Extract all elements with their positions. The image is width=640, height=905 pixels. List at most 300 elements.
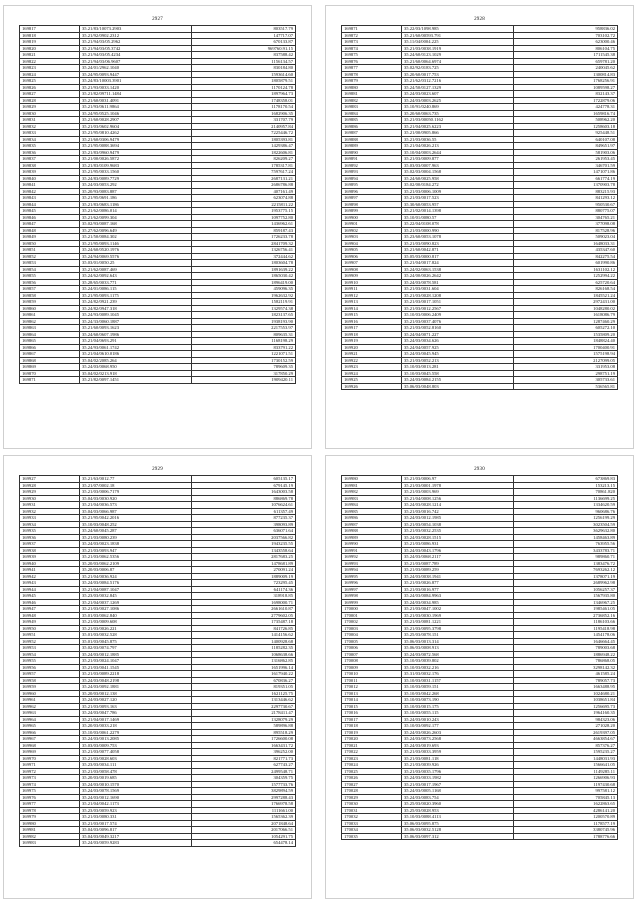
amount-cell: 1185282.35 (192, 645, 296, 652)
row-id-cell: 169971 (20, 762, 80, 769)
amount-cell: 1646664.45 (514, 638, 618, 645)
reference-cell: 35.24/03/0068.2117 (402, 554, 514, 561)
row-id-cell: 169909 (342, 273, 402, 280)
amount-cell: 2017066.51 (192, 827, 296, 834)
row-id-cell: 169925 (342, 377, 402, 384)
row-id-cell: 169953 (20, 645, 80, 652)
reference-cell: 35.21/03/0089.259 (402, 567, 514, 574)
row-id-cell: 169899 (342, 208, 402, 215)
amount-cell: 407161.49 (192, 188, 296, 195)
amount-cell: 536565.81 (514, 383, 618, 390)
row-id-cell: 170033 (342, 820, 402, 827)
amount-cell: 1722879.06 (514, 97, 618, 104)
row-id-cell: 169879 (342, 78, 402, 85)
reference-cell: 35.21/95/0691.186 (80, 195, 192, 202)
reference-cell: 35.21/94/03/06.9607 (80, 58, 192, 65)
row-id-cell: 169831 (20, 117, 80, 124)
reference-cell: 35.10/03/0042.268 (402, 690, 514, 697)
reference-cell: 35.21/83/0109.9683 (80, 162, 192, 169)
reference-cell: 35.24/62/0092.643 (80, 273, 192, 280)
reference-cell: 35.21/04/0026.213 (402, 143, 514, 150)
reference-cell: 35.22/03/1098.985 (402, 26, 514, 33)
amount-cell: 1766978.58 (192, 801, 296, 808)
reference-cell: 35.21/03/0089.2218 (80, 671, 192, 678)
row-id-cell: 169861 (20, 312, 80, 319)
row-id-cell: 169852 (20, 253, 80, 260)
row-id-cell: 169982 (20, 833, 80, 840)
reference-cell: 35.04/03/0066.987 (80, 508, 192, 515)
amount-cell: 1313446.62 (192, 697, 296, 704)
reference-cell: 35.21/03/0081.118 (402, 755, 514, 762)
amount-cell: 1618086.79 (514, 312, 618, 319)
table-row (342, 833, 618, 840)
amount-cell: 1726233.78 (192, 234, 296, 241)
row-id-cell: 170014 (342, 697, 402, 704)
amount-cell: 1383476.72 (514, 560, 618, 567)
row-id-cell: 169819 (20, 39, 80, 46)
reference-cell: 35.21/03/00050.1162 (402, 117, 514, 124)
reference-cell: 35.21/03/0093.947 (80, 547, 192, 554)
row-id-cell: 169855 (20, 273, 80, 280)
reference-cell: 35.24/03/0010.1570 (80, 781, 192, 788)
reference-cell: 35.02/93/0087.168 (80, 221, 192, 228)
amount-cell: 1266906.93 (514, 775, 618, 782)
amount-cell: 1631102.12 (514, 266, 618, 273)
reference-cell: 35.21/03/0035.1796 (402, 768, 514, 775)
reference-cell: 35.21/03/0080.239 (80, 534, 192, 541)
row-id-cell: 170002 (342, 619, 402, 626)
amount-cell: 2178411.47 (192, 710, 296, 717)
row-id-cell: 170018 (342, 723, 402, 730)
row-id-cell: 169922 (342, 357, 402, 364)
row-id-cell: 169905 (342, 247, 402, 254)
amount-cell: 581903.06 (514, 149, 618, 156)
row-id-cell: 169857 (20, 286, 80, 293)
amount-cell: 1111661.00 (192, 807, 296, 814)
amount-cell: 1076624.61 (192, 502, 296, 509)
amount-cell: 2127099.05 (514, 357, 618, 364)
reference-cell: 35.24/60/0123.1029 (402, 52, 514, 59)
row-id-cell: 169875 (342, 52, 402, 59)
row-id-cell: 169920 (342, 344, 402, 351)
reference-cell: 35.24/03/0027.120 (80, 697, 192, 704)
row-id-cell: 169938 (20, 547, 80, 554)
row-id-cell: 170006 (342, 645, 402, 652)
row-id-cell: 169870 (20, 370, 80, 377)
reference-cell: 35.21/60/00593.791 (402, 32, 514, 39)
row-id-cell: 169878 (342, 71, 402, 78)
row-id-cell: 169969 (20, 749, 80, 756)
reference-cell: 35.24/03/0059.9283 (80, 840, 192, 847)
reference-cell: 35.06/03/0032.5128 (402, 827, 514, 834)
row-id-cell: 170031 (342, 807, 402, 814)
row-id-cell: 169963 (20, 710, 80, 717)
reference-cell: 35.21/03/0038.1919 (402, 45, 514, 52)
amount-cell: 1448031.93 (514, 755, 618, 762)
amount-cell: 705845.13 (514, 794, 618, 801)
amount-cell: 1896419.00 (192, 279, 296, 286)
row-id-cell: 169964 (20, 716, 80, 723)
amount-cell: 589896.88 (192, 723, 296, 730)
amount-cell: 1068638.66 (192, 651, 296, 658)
amount-cell: 1748358.01 (192, 97, 296, 104)
reference-cell: 35.21/95/0093.1146 (80, 240, 192, 247)
row-id-cell: 169941 (20, 567, 80, 574)
reference-cell: 35.28/65/0033.771 (80, 279, 192, 286)
amount-cell: 640107.08 (514, 136, 618, 143)
row-id-cell: 169930 (20, 495, 80, 502)
row-id-cell: 169948 (20, 612, 80, 619)
reference-cell: 35.01/03/0032.528 (80, 632, 192, 639)
row-id-cell: 169981 (20, 827, 80, 834)
reference-cell: 35.24/03/0034.985 (402, 599, 514, 606)
amount-cell: 1726600.08 (192, 736, 296, 743)
row-id-cell: 169936 (20, 534, 80, 541)
row-id-cell: 170021 (342, 742, 402, 749)
reference-cell: 35.21/03/0052.8160 (402, 325, 514, 332)
amount-cell: 1891639.22 (192, 266, 296, 273)
amount-cell: 623074.88 (192, 195, 296, 202)
document-page (325, 455, 634, 899)
row-id-cell: 170025 (342, 768, 402, 775)
row-id-cell: 169883 (342, 104, 402, 111)
amount-cell: 1643003.58 (192, 489, 296, 496)
amount-cell: 661774.19 (514, 175, 618, 182)
page-number: 2930 (474, 467, 485, 472)
row-id-cell: 169897 (342, 195, 402, 202)
amount-cell: 1370903.78 (514, 182, 618, 189)
row-id-cell: 169838 (20, 162, 80, 169)
amount-cell: 304765.21 (514, 214, 618, 221)
amount-cell: 806104.75 (514, 45, 618, 52)
table-row (20, 377, 296, 384)
reference-cell: 35.24/03/0033.1982 (402, 775, 514, 782)
amount-cell: 1197430.68 (514, 781, 618, 788)
reference-cell: 35.21/03/0054.1038 (402, 521, 514, 528)
reference-cell: 35.24/83/0089.7729 (80, 175, 192, 182)
row-id-cell: 169979 (20, 814, 80, 821)
row-id-cell: 170030 (342, 801, 402, 808)
row-id-cell: 169972 (20, 768, 80, 775)
row-id-cell: 170005 (342, 638, 402, 645)
reference-cell: 35.21/03/0090.823 (402, 240, 514, 247)
row-id-cell: 169865 (20, 338, 80, 345)
amount-cell: 1938193.90 (192, 318, 296, 325)
amount-cell: 1048280.02 (514, 305, 618, 312)
data-table (19, 25, 296, 384)
amount-cell: 1378071.19 (514, 573, 618, 580)
amount-cell: 1964160.35 (514, 710, 618, 717)
amount-cell: 1136699.25 (514, 495, 618, 502)
reference-cell: 35.21/07/0002.18 (80, 482, 192, 489)
reference-cell: 35.21/03/0026.877 (402, 580, 514, 587)
reference-cell: 35.21/03/0602.9604 (80, 123, 192, 130)
reference-cell: 35.21/03/0077.4058 (80, 749, 192, 756)
reference-cell: 35.10/03/0015.175 (402, 703, 514, 710)
reference-cell: 35.21/03/0041.1545 (80, 664, 192, 671)
amount-cell: 2661610.87 (192, 606, 296, 613)
reference-cell: 35.25/03/0020.3960 (402, 801, 514, 808)
row-id-cell: 169987 (342, 521, 402, 528)
reference-cell: 35.21/04/0037.1269 (80, 599, 192, 606)
reference-cell: 35.10/03/0013.281 (402, 364, 514, 371)
reference-cell: 35.10/03/0045.558 (402, 370, 514, 377)
reference-cell: 35.24/60/0520.1976 (80, 247, 192, 254)
reference-cell: 35.03/03/0007.963 (402, 162, 514, 169)
row-id-cell: 169877 (342, 65, 402, 72)
amount-cell: 969760.91.15 (192, 45, 296, 52)
row-id-cell: 170012 (342, 684, 402, 691)
row-id-cell: 169991 (342, 547, 402, 554)
row-id-cell: 169873 (342, 39, 402, 46)
row-id-cell: 169954 (20, 651, 80, 658)
amount-cell: 623000.46 (514, 39, 618, 46)
row-id-cell: 169999 (342, 599, 402, 606)
amount-cell: 271028.20 (514, 723, 618, 730)
reference-cell: 35.21/03/0006.1009 (402, 188, 514, 195)
row-id-cell: 169952 (20, 638, 80, 645)
amount-cell: 1651996.14 (192, 664, 296, 671)
row-id-cell: 169949 (20, 619, 80, 626)
amount-cell: 1326756.41 (192, 247, 296, 254)
amount-cell: 679145.19 (192, 482, 296, 489)
row-id-cell: 170026 (342, 775, 402, 782)
reference-cell: 35.24/04/0057.925 (402, 344, 514, 351)
row-id-cell: 169846 (20, 214, 80, 221)
reference-cell: 35.27/62/0096.649 (80, 227, 192, 234)
row-id-cell: 169990 (342, 541, 402, 548)
amount-cell: 4663854.67 (514, 736, 618, 743)
row-id-cell: 169942 (20, 573, 80, 580)
amount-cell: 826168.54 (514, 286, 618, 293)
amount-cell: 1565362.39 (192, 814, 296, 821)
amount-cell: 1535809.20 (514, 331, 618, 338)
row-id-cell: 169817 (20, 26, 80, 33)
reference-cell: 35.02/03/0004.1568 (402, 169, 514, 176)
amount-cell: 950530.67 (514, 201, 618, 208)
reference-cell: 35.24/60/0045.287 (80, 528, 192, 535)
amount-cell: 1221071.51 (192, 351, 296, 358)
reference-cell: 35.21/95/0810.4262 (80, 130, 192, 137)
row-id-cell: 169849 (20, 234, 80, 241)
row-id-cell: 169983 (20, 840, 80, 847)
amount-cell: 1621125.75 (192, 690, 296, 697)
row-id-cell: 169848 (20, 227, 80, 234)
reference-cell: 35.21/03/0024.1047 (80, 658, 192, 665)
row-id-cell: 169884 (342, 110, 402, 117)
reference-cell: 35.24/03/0028.1515 (402, 534, 514, 541)
row-id-cell: 169824 (20, 71, 80, 78)
row-id-cell: 169876 (342, 58, 402, 65)
amount-cell: 659781.20 (514, 58, 618, 65)
reference-cell: 35.03/01/0050.25 (80, 260, 192, 267)
reference-cell: 35.21/03/0017.1967 (402, 781, 514, 788)
row-id-cell: 169966 (20, 729, 80, 736)
amount-cell: 1711545.38 (514, 52, 618, 59)
row-id-cell: 170017 (342, 716, 402, 723)
amount-cell: 372444.62 (192, 253, 296, 260)
reference-cell: 35.21/50/0084.302 (80, 234, 192, 241)
row-id-cell: 169989 (342, 534, 402, 541)
row-id-cell: 169821 (20, 52, 80, 59)
amount-cell: 1889009.19 (192, 573, 296, 580)
reference-cell: 35.21/03/0001.1978 (402, 482, 514, 489)
row-id-cell: 169986 (342, 515, 402, 522)
amount-cell: 1788776.66 (514, 833, 618, 840)
row-id-cell: 170020 (342, 736, 402, 743)
row-id-cell: 169976 (20, 794, 80, 801)
reference-cell: 35.02/03/0074.797 (80, 645, 192, 652)
amount-cell: 841726.85 (192, 625, 296, 632)
row-id-cell: 169993 (342, 560, 402, 567)
reference-cell: 35.31/03/0032.176 (402, 671, 514, 678)
row-id-cell: 170011 (342, 677, 402, 684)
reference-cell: 35.21/03/0017.574 (80, 820, 192, 827)
amount-cell: 1343558.64 (192, 547, 296, 554)
reference-cell: 35.24/03/0010.243 (402, 716, 514, 723)
amount-cell: 673869.83 (514, 476, 618, 483)
reference-cell: 35.21/03/0033.3959 (402, 749, 514, 756)
row-id-cell: 170022 (342, 749, 402, 756)
reference-cell: 35.02/00/0184.272 (402, 182, 514, 189)
amount-cell: 636071.64 (192, 528, 296, 535)
row-id-cell: 169898 (342, 201, 402, 208)
amount-cell: 1822606.81 (192, 149, 296, 156)
reference-cell: 35.24/94/0069.5576 (80, 253, 192, 260)
row-id-cell: 169996 (342, 580, 402, 587)
row-id-cell: 169841 (20, 182, 80, 189)
amount-cell: 1886948.22 (514, 651, 618, 658)
reference-cell: 35.10/03/0039.802 (402, 658, 514, 665)
row-id-cell: 169902 (342, 227, 402, 234)
reference-cell: 35.10/03/0032.216 (402, 664, 514, 671)
amount-cell: 153213.15 (514, 482, 618, 489)
amount-cell: 803517.79 (192, 26, 296, 33)
reference-cell: 35.21/95/0093.1175 (80, 292, 192, 299)
reference-cell: 35.21/03/0027.1086 (80, 606, 192, 613)
row-id-cell: 169818 (20, 32, 80, 39)
amount-cell: 880775.07 (514, 208, 618, 215)
row-id-cell: 170028 (342, 788, 402, 795)
amount-cell: 1178577.19 (514, 820, 618, 827)
amount-cell: 4286141.20 (514, 807, 618, 814)
row-id-cell: 169893 (342, 169, 402, 176)
reference-cell: 35.24/03/0034.626 (402, 338, 514, 345)
amount-cell: 7693262.12 (514, 567, 618, 574)
amount-cell: 377098.08 (514, 221, 618, 228)
row-id-cell: 169974 (20, 781, 80, 788)
amount-cell: 1478681.89 (192, 560, 296, 567)
amount-cell: 1622863.65 (514, 801, 618, 808)
amount-cell: 817528.96 (514, 227, 618, 234)
row-id-cell: 169929 (20, 489, 80, 496)
row-id-cell: 169946 (20, 599, 80, 606)
amount-cell: 1648033.31 (514, 240, 618, 247)
row-id-cell: 169823 (20, 65, 80, 72)
amount-cell: 654478.14 (192, 840, 296, 847)
row-id-cell: 169826 (20, 84, 80, 91)
row-id-cell: 169847 (20, 221, 80, 228)
reference-cell: 35.10/03/0048.252 (80, 521, 192, 528)
row-id-cell: 169959 (20, 684, 80, 691)
row-id-cell: 169955 (20, 658, 80, 665)
amount-cell: 1400928.68 (192, 638, 296, 645)
row-id-cell: 169895 (342, 182, 402, 189)
row-id-cell: 169859 (20, 299, 80, 306)
reference-cell: 35.21/03/0009.608 (80, 619, 192, 626)
amount-cell: 1617940.22 (192, 671, 296, 678)
reference-cell: 35.06/03/0048.803 (402, 383, 514, 390)
row-id-cell: 169828 (20, 97, 80, 104)
reference-cell: 35.10/01/0080.57 (402, 214, 514, 221)
row-id-cell: 169896 (342, 188, 402, 195)
reference-cell: 35.21/95/0033.1560 (80, 169, 192, 176)
amount-cell: 989860.71 (514, 554, 618, 561)
row-id-cell: 169951 (20, 632, 80, 639)
row-id-cell: 169921 (342, 351, 402, 358)
row-id-cell: 170023 (342, 755, 402, 762)
row-id-cell: 169978 (20, 807, 80, 814)
reference-cell: 35.21/04/0036.573 (80, 502, 192, 509)
amount-cell: 1985461.05 (514, 606, 618, 613)
row-id-cell: 169844 (20, 201, 80, 208)
amount-cell: 1156134.57 (192, 58, 296, 65)
amount-cell: 1195418.98 (514, 625, 618, 632)
reference-cell: 35.21/04/0036.924 (80, 573, 192, 580)
row-id-cell: 169837 (20, 156, 80, 163)
row-id-cell: 169939 (20, 554, 80, 561)
reference-cell: 35.23/03/0034.111 (80, 762, 192, 769)
row-id-cell: 169864 (20, 331, 80, 338)
reference-cell: 35.21/03/0058.478 (80, 768, 192, 775)
reference-cell: 35.24/03/0053.292 (80, 182, 192, 189)
row-id-cell: 169872 (342, 32, 402, 39)
amount-cell: 1943235.55 (192, 541, 296, 548)
row-id-cell: 169982 (342, 489, 402, 496)
reference-cell: 35.24/03/0047.786 (80, 710, 192, 717)
row-id-cell: 169934 (20, 521, 80, 528)
amount-cell: 1097752.80 (192, 214, 296, 221)
reference-cell: 35.24/83/10003.3901 (80, 78, 192, 85)
amount-cell: 509023.04 (514, 234, 618, 241)
amount-cell: 1429386.47 (192, 143, 296, 150)
reference-cell: 35.24/03/0019.693 (402, 742, 514, 749)
amount-cell: 3023504.59 (514, 521, 618, 528)
page-number: 2928 (474, 17, 485, 22)
amount-cell: 2037566.82 (192, 534, 296, 541)
row-id-cell: 170010 (342, 671, 402, 678)
amount-cell: 877235.37 (192, 515, 296, 522)
amount-cell: 1168198.29 (192, 338, 296, 345)
reference-cell: 35.10/03/0059.151 (402, 684, 514, 691)
amount-cell: 809635.31 (192, 331, 296, 338)
amount-cell: 1170124.78 (192, 84, 296, 91)
reference-cell: 35.21/03/0030.1969 (402, 612, 514, 619)
amount-cell: 1287460.29 (514, 318, 618, 325)
amount-cell: 346701.59 (514, 162, 618, 169)
reference-cell: 35.10/91/0240.869 (402, 104, 514, 111)
amount-cell: 601990.86 (514, 260, 618, 267)
row-id-cell: 169957 (20, 671, 80, 678)
reference-cell: 35.10/03/0088.4113 (402, 814, 514, 821)
amount-cell: 147717.07 (192, 32, 296, 39)
amount-cell: 396252.00 (192, 749, 296, 756)
row-id-cell: 169822 (20, 58, 80, 65)
amount-cell: 670836.27 (192, 677, 296, 684)
reference-cell: 35.24/60/0025.958 (402, 175, 514, 182)
reference-cell: 35.01/03/0062.840 (80, 612, 192, 619)
row-id-cell: 169935 (20, 528, 80, 535)
